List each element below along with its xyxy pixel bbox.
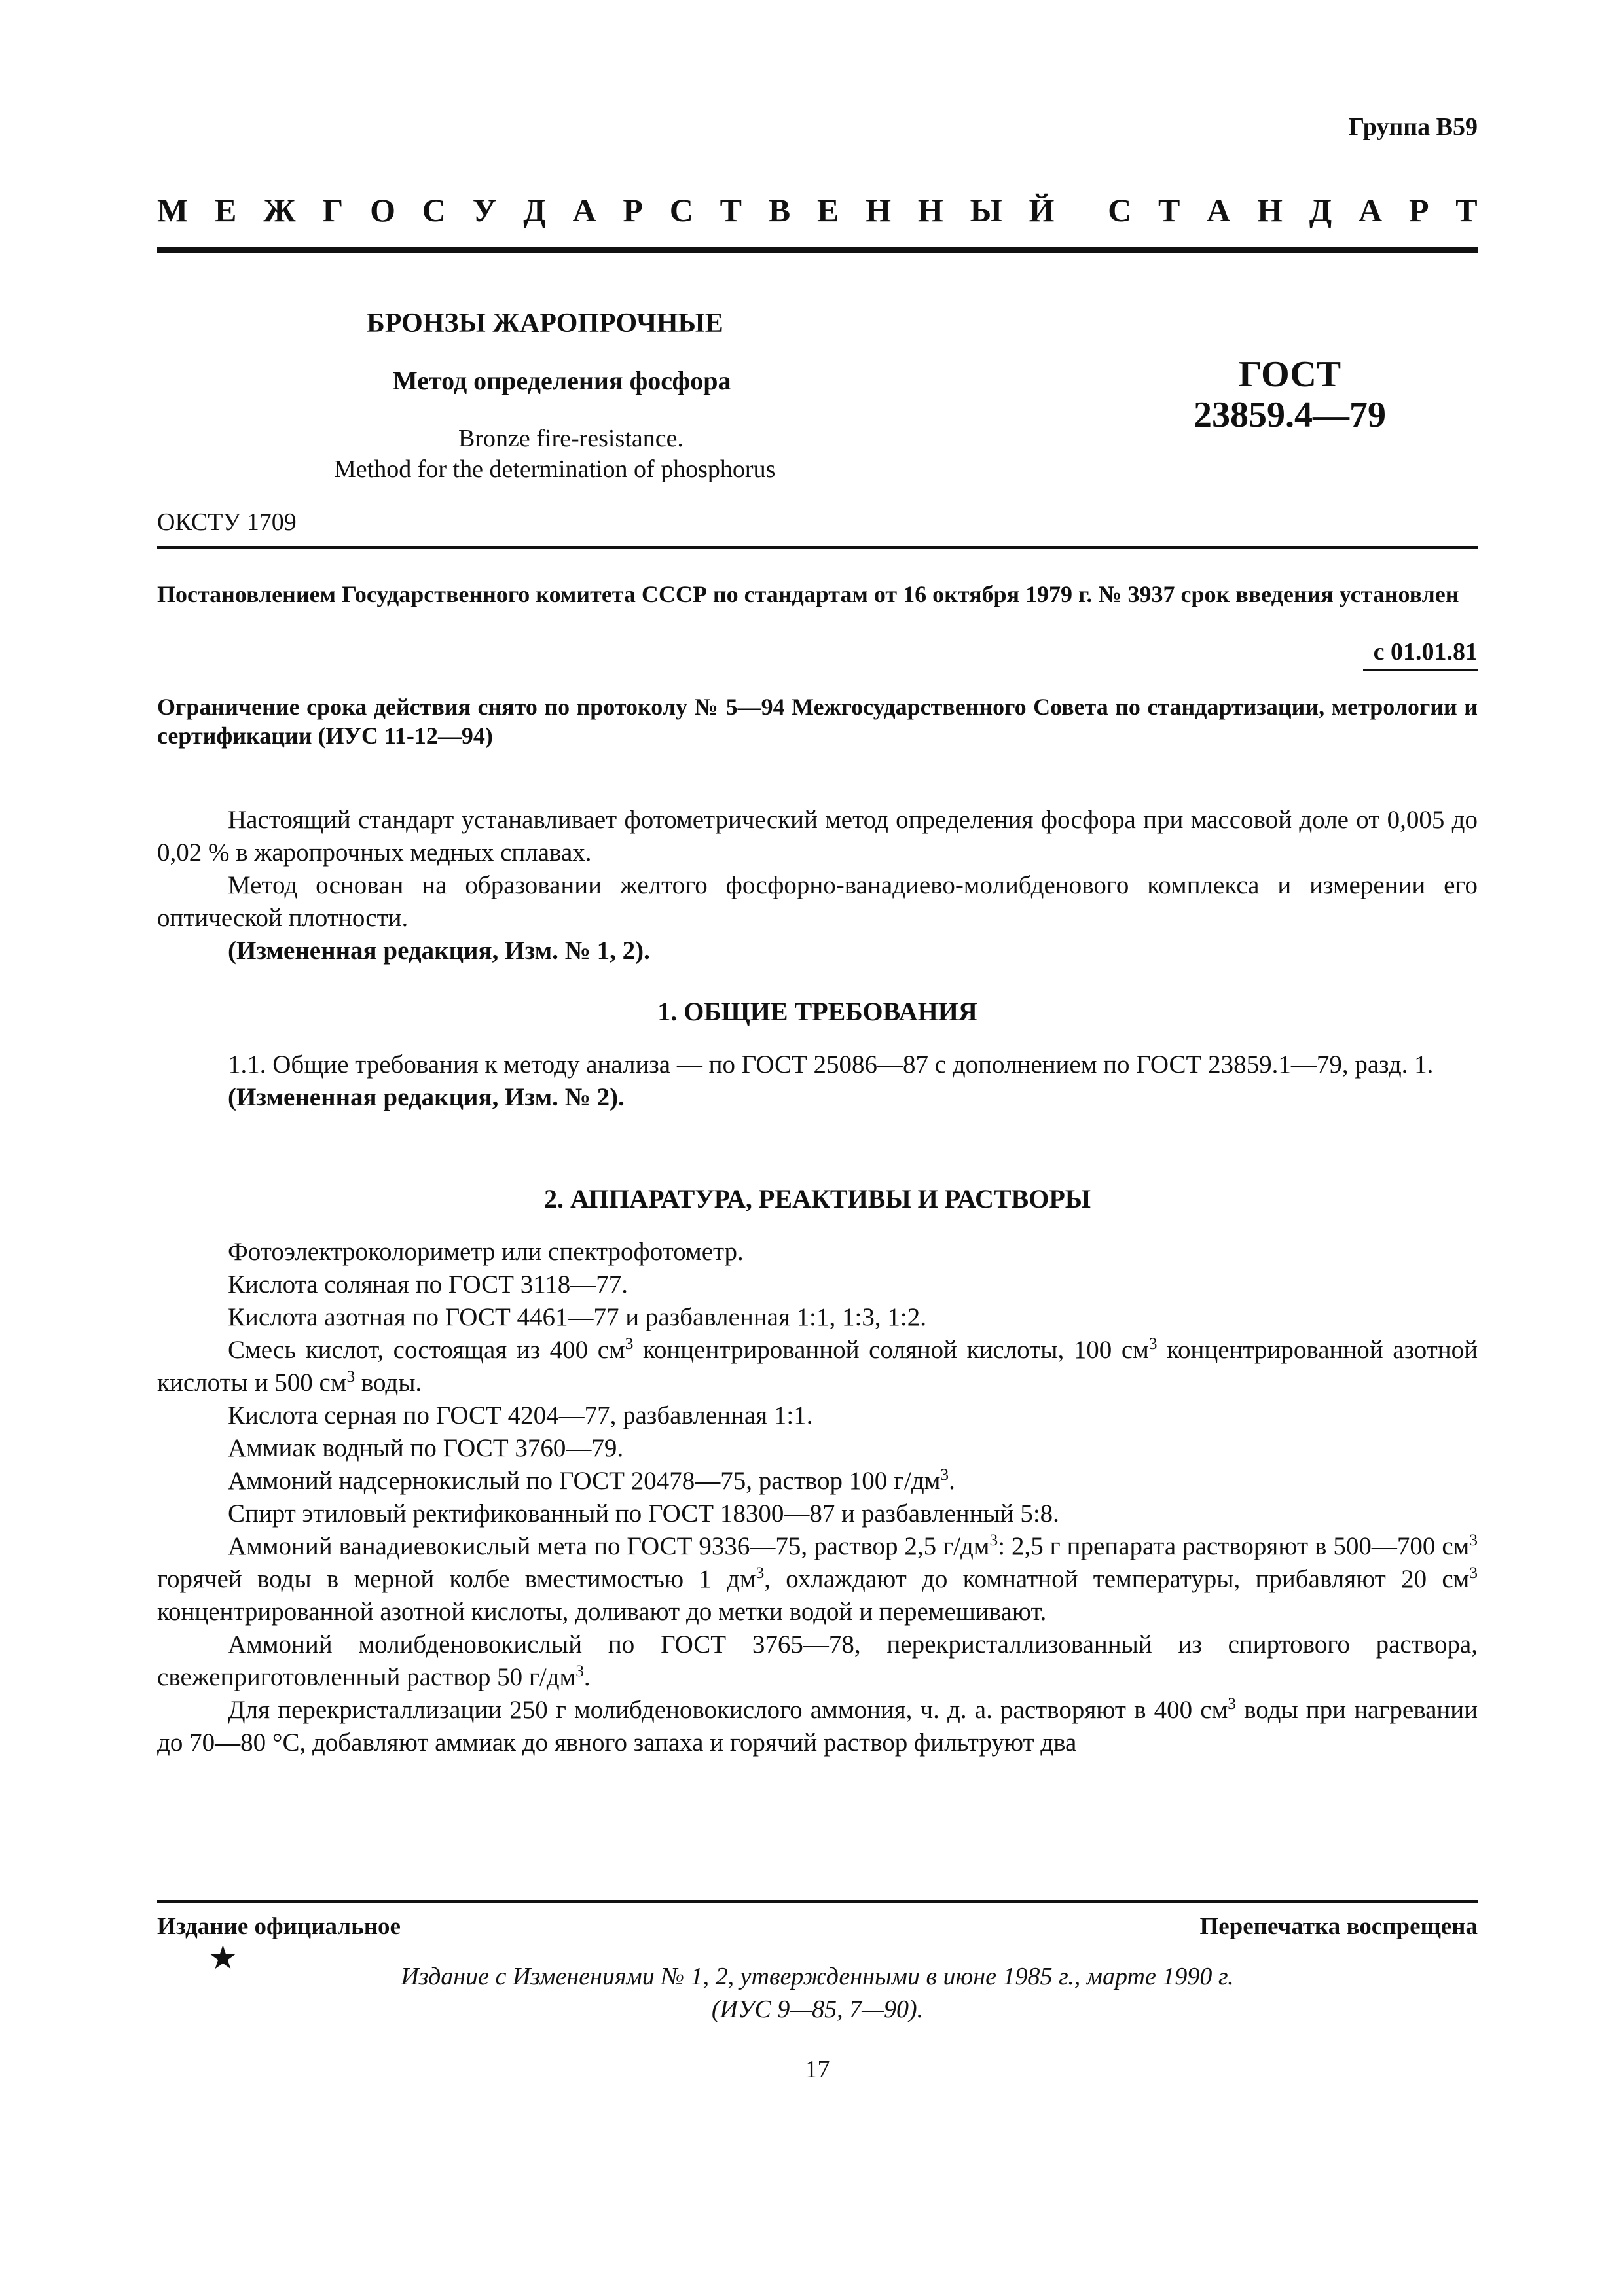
reagent-item: Фотоэлектроколориметр или спектрофотометр. [228,1238,744,1266]
heading-letter: О [370,192,395,228]
header-rule [157,247,1478,253]
section1-heading: 1. ОБЩИЕ ТРЕБОВАНИЯ [657,997,977,1026]
english-title-line1: Bronze fire-resistance. [458,425,684,452]
reagent-item: Аммоний ванадиевокислый мета по ГОСТ 9336—75, раствор 2,5 $г/дм^3$: 2,5 г препарата растворяют в 500—700 $см^3$ горячей воды в мерной колбе вместимостью 1 $дм^3$, охлаждают до комнатной температуры, прибавляют 20 $см^3$ концентрированной азотной кислоты, доливают до метки водой и перемешивают. [157,1531,1478,1626]
heading-letter: Р [623,192,643,228]
group-code: Группа В59 [1348,113,1478,141]
heading-letter: Е [817,192,839,228]
edition-note-ius: (ИУС 9—85, 7—90). [711,1996,924,2023]
heading-letter: С [669,192,693,228]
reagent-item: Кислота серная по ГОСТ 4204—77, разбавленная 1:1. [228,1401,813,1429]
reagent-item: Спирт этиловый ректификованный по ГОСТ 18300—87 и разбавленный 5:8. [228,1499,1059,1528]
official-edition: Издание официальное [157,1913,401,1940]
section1-block [157,1049,1478,1114]
star-icon: ★ [208,1939,238,1976]
doc-subtitle: Метод определения фосфора [393,366,731,395]
reagent-item: Для перекристаллизации 250 г молибденовокислого аммония, ч. д. а. растворяют в 400 $см^3$ воды при нагревании до 70—80 °С, добавляют аммиак до явного запаха и горячий раствор фильтруют два [157,1695,1478,1757]
edition-note: Издание с Изменениями № 1, 2, утвержденными в июне 1985 г., марте 1990 г. [401,1963,1234,1990]
heading-letter: Н [866,192,892,228]
page-number: 17 [805,2056,830,2083]
effective-date: с 01.01.81 [1373,638,1478,666]
gost-number: 23859.4—79 [1194,395,1386,435]
oksty-code: ОКСТУ 1709 [157,509,297,536]
heading-letter: Р [1408,192,1429,228]
heading-letter: Ы [970,192,1002,228]
heading-letter: А [572,192,596,228]
date-underline [1363,669,1478,671]
reagent-item: Аммоний молибденовокислый по ГОСТ 3765—78, перекристаллизованный из спиртового раствора, свежеприготовленный раствор 50 $г/дм^3$. [157,1630,1478,1691]
doc-title: БРОНЗЫ ЖАРОПРОЧНЫЕ [367,308,723,338]
gost-label: ГОСТ [1238,354,1341,395]
heading-letter: Т [720,192,742,228]
reagent-item: Кислота соляная по ГОСТ 3118—77. [228,1270,629,1299]
heading-letter: С [422,192,446,228]
heading-letter: Н [917,192,943,228]
section1-amendment: (Измененная редакция, Изм. № 2). [228,1083,625,1111]
reagent-item: Кислота азотная по ГОСТ 4461—77 и разбавленная 1:1, 1:3, 1:2. [228,1303,926,1331]
intro-paragraph-2: Метод основан на образовании желтого фосфорно-ванадиево-молибденового комплекса и измерении его оптической плотности. [157,871,1478,932]
intro-paragraph-1: Настоящий стандарт устанавливает фотометрический метод определения фосфора при массовой доле от 0,005 до 0,02 % в жаропрочных медных сплавах. [157,806,1478,867]
heading-letter: А [1207,192,1231,228]
title-rule [157,546,1478,549]
heading-letter: С [1108,192,1132,228]
heading-letter: Т [1455,192,1478,228]
heading-letter: А [1359,192,1383,228]
reprint-prohibited: Перепечатка воспрещена [1199,1913,1478,1940]
heading-letter: У [472,192,497,228]
heading-letter: Й [1029,192,1055,228]
english-title-line2: Method for the determination of phosphorus [334,456,776,483]
heading-letter: Ж [263,192,296,228]
reagent-item: Смесь кислот, состоящая из 400 $см^3$ концентрированной соляной кислоты, 100 $см^3$ концентрированной азотной кислоты и 500 $см^3$ воды. [157,1335,1478,1397]
standard-heading [157,191,1478,229]
heading-letter: В [768,192,791,228]
heading-letter: Т [1158,192,1180,228]
section2-heading: 2. АППАРАТУРА, РЕАКТИВЫ И РАСТВОРЫ [543,1184,1091,1213]
intro-block [157,804,1478,967]
heading-letter: М [157,192,189,228]
heading-letter: Г [322,192,344,228]
intro-amendment: (Измененная редакция, Изм. № 1, 2). [228,937,650,965]
heading-letter: Д [1309,192,1332,228]
heading-letter: Н [1257,192,1283,228]
section2-block [157,1236,1478,1759]
reagent-item: Аммоний надсернокислый по ГОСТ 20478—75, раствор 100 $г/дм^3$. [228,1465,955,1495]
reagent-item: Аммиак водный по ГОСТ 3760—79. [228,1434,624,1462]
decree-text: Постановлением Государственного комитета СССР по стандартам от 16 октября 1979 г. № 3937 срок введения установлен [157,581,1459,607]
footer-rule [157,1900,1478,1903]
limitation-text: Ограничение срока действия снято по протоколу № 5—94 Межгосударственного Совета по стандартизации, метрологии и сертификации (ИУС 11-12—94) [157,694,1478,749]
heading-letter: Е [215,192,237,228]
heading-letter: Д [523,192,546,228]
section1-paragraph: 1.1. Общие требования к методу анализа — по ГОСТ 25086—87 с дополнением по ГОСТ 23859.1—79, разд. 1. [228,1050,1434,1079]
